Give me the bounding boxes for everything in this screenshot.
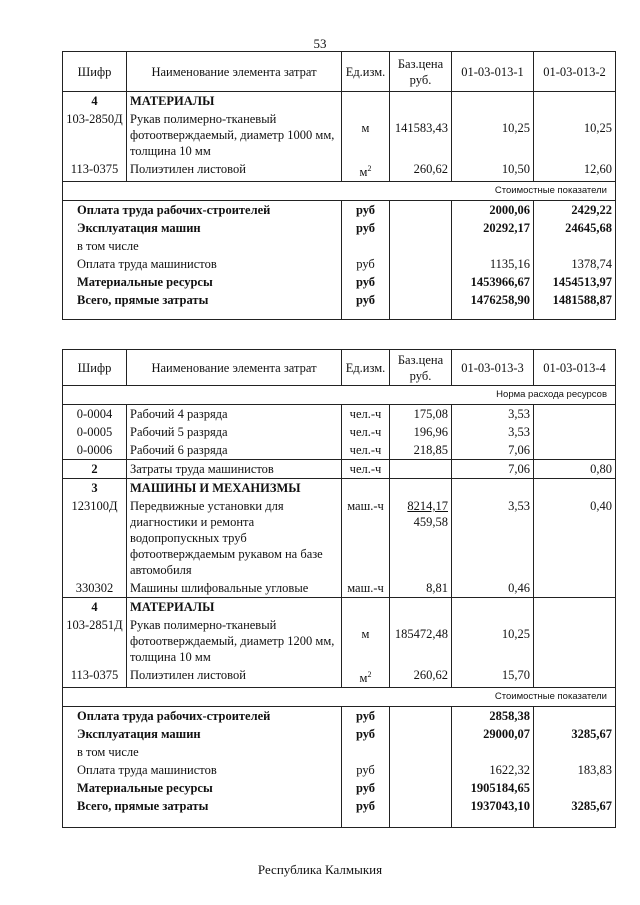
- header-col-a: 01-03-013-3: [452, 350, 534, 386]
- table-row: 0-0006 Рабочий 6 разряда чел.-ч 218,85 7,06: [63, 441, 616, 460]
- norm-label: Норма расхода ресурсов: [63, 386, 616, 405]
- header-code: Шифр: [63, 350, 127, 386]
- row-unit: $м^2$: [342, 160, 390, 182]
- header-unit: Ед.изм.: [342, 52, 390, 92]
- table-row: 0-0005 Рабочий 5 разряда чел.-ч 196,96 3,53: [63, 423, 616, 441]
- section-title: МАТЕРИАЛЫ: [127, 598, 342, 617]
- summary-row: Всего, прямые затраты руб 1937043,10 3285,67: [63, 797, 616, 827]
- summary-row: в том числе: [63, 743, 616, 761]
- section-number: 3: [63, 479, 127, 498]
- row-name: Рукав полимерно-тканевый фотоотверждаемый, диаметр 1000 мм, толщина 10 мм: [127, 110, 342, 160]
- section-number: 4: [63, 598, 127, 617]
- row-value-b: 10,25: [534, 110, 616, 160]
- header-name: Наименование элемента затрат: [127, 52, 342, 92]
- section-number: 4: [63, 92, 127, 111]
- row-code: 113-0375: [63, 160, 127, 182]
- header-unit: Ед.изм.: [342, 350, 390, 386]
- section-title: МАТЕРИАЛЫ: [127, 92, 342, 111]
- row-price: 260,62: [390, 160, 452, 182]
- row-value-a: 10,25: [452, 110, 534, 160]
- header-price: Баз.цена руб.: [390, 52, 452, 92]
- row-unit: м: [342, 110, 390, 160]
- table-row: 103-2851Д Рукав полимерно-тканевый фотоотверждаемый, диаметр 1200 мм, толщина 10 мм м 185472,48 10,25: [63, 616, 616, 666]
- section-title: МАШИНЫ И МЕХАНИЗМЫ: [127, 479, 342, 498]
- header-col-b: 01-03-013-2: [534, 52, 616, 92]
- summary-row: Материальные ресурсы руб 1905184,65: [63, 779, 616, 797]
- row-value-b: 12,60: [534, 160, 616, 182]
- resource-table-2: [62, 349, 616, 828]
- table-row: [63, 160, 616, 182]
- page-footer: Республика Калмыкия: [257, 862, 383, 877]
- header-col-a: 01-03-013-1: [452, 52, 534, 92]
- table-row: 123100Д Передвижные установки для диагностики и ремонта водопропускных труб фотоотверждаемым рукавом на базе автомобиля маш.-ч 8214,17 459,58 3,53 0,40: [63, 497, 616, 579]
- summary-row: Эксплуатация машин руб 20292,17 24645,68: [63, 219, 616, 237]
- header-name: Наименование элемента затрат: [127, 350, 342, 386]
- header-code: Шифр: [63, 52, 127, 92]
- table-row: 113-0375 Полиэтилен листовой $м^2$ 260,62 15,70: [63, 666, 616, 688]
- summary-row: в том числе: [63, 237, 616, 255]
- summary-row: Эксплуатация машин руб 29000,07 3285,67: [63, 725, 616, 743]
- machinist-labor-row: 2 Затраты труда машинистов чел.-ч 7,06 0,80: [63, 460, 616, 479]
- summary-row: Оплата труда машинистов руб 1135,16 1378,74: [63, 255, 616, 273]
- header-col-b: 01-03-013-4: [534, 350, 616, 386]
- summary-row: Оплата труда рабочих-строителей руб 2000,06 2429,22: [63, 201, 616, 220]
- row-code: 103-2850Д: [63, 110, 127, 160]
- row-price: 141583,43: [390, 110, 452, 160]
- page-number: 53: [313, 36, 327, 51]
- row-name: Полиэтилен листовой: [127, 160, 342, 182]
- cost-indicators-label: Стоимостные показатели: [63, 688, 616, 707]
- table-row: [63, 110, 616, 160]
- row-value-a: 10,50: [452, 160, 534, 182]
- table-row: 330302 Машины шлифовальные угловые маш.-ч 8,81 0,46: [63, 579, 616, 598]
- summary-row: Оплата труда рабочих-строителей руб 2858,38: [63, 707, 616, 726]
- cost-indicators-label: Стоимостные показатели: [63, 182, 616, 201]
- resource-table-1: [62, 51, 616, 320]
- summary-row: Материальные ресурсы руб 1453966,67 1454513,97: [63, 273, 616, 291]
- summary-row: Оплата труда машинистов руб 1622,32 183,83: [63, 761, 616, 779]
- summary-row: Всего, прямые затраты руб 1476258,90 1481588,87: [63, 291, 616, 319]
- table-row: 0-0004 Рабочий 4 разряда чел.-ч 175,08 3,53: [63, 405, 616, 424]
- header-price: Баз.цена руб.: [390, 350, 452, 386]
